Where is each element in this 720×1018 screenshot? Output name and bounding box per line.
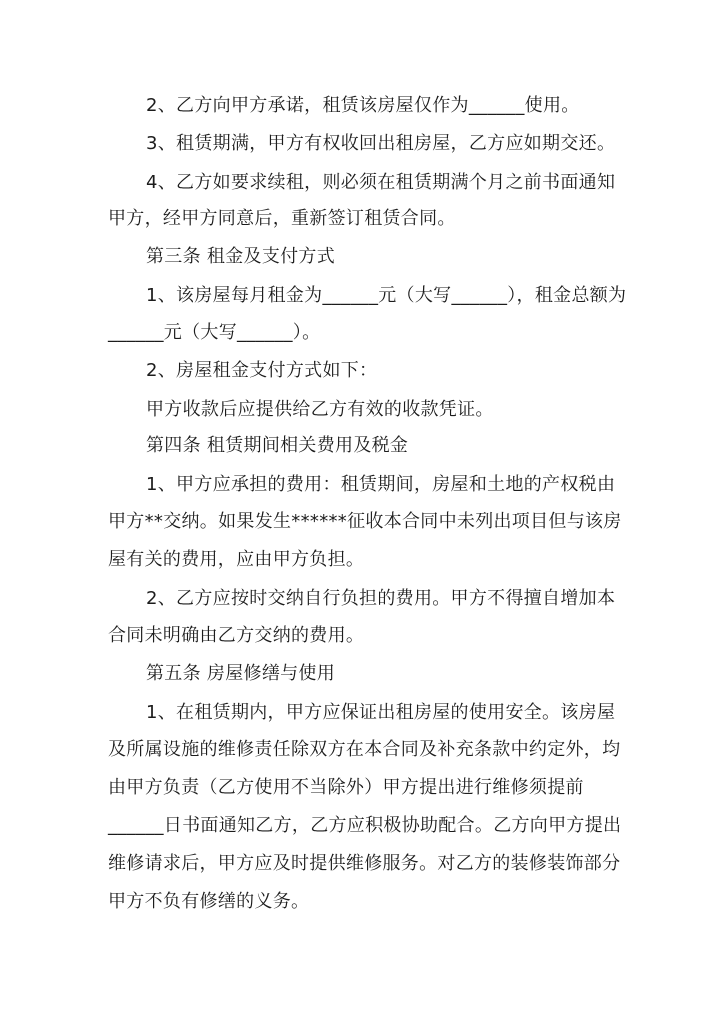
text-line: 由甲方负责（乙方使用不当除外）甲方提出进行维修须提前	[108, 777, 584, 798]
section-heading: 第三条 租金及支付方式	[146, 246, 336, 267]
text-line: 1、该房屋每月租金为______元（大写______），租金总额为	[146, 285, 627, 306]
text-line: 4、乙方如要求续租，则必须在租赁期满个月之前书面通知	[146, 172, 616, 193]
section-heading: 第四条 租赁期间相关费用及税金	[146, 435, 409, 456]
text-line: 甲方收款后应提供给乙方有效的收款凭证。	[146, 399, 494, 420]
text-line: 2、乙方应按时交纳自行负担的费用。甲方不得擅自增加本	[146, 588, 616, 609]
text-line: ______元（大写______）。	[108, 322, 321, 343]
text-line: 屋有关的费用，应由甲方负担。	[108, 549, 365, 570]
text-line: 及所属设施的维修责任除双方在本合同及补充条款中约定外，均	[108, 739, 621, 760]
text-line: 合同未明确由乙方交纳的费用。	[108, 625, 365, 646]
text-line: 甲方**交纳。如果发生******征收本合同中未列出项目但与该房	[108, 511, 622, 532]
text-line: 1、在租赁期内，甲方应保证出租房屋的使用安全。该房屋	[146, 702, 616, 723]
text-line: 3、租赁期满，甲方有权收回出租房屋，乙方应如期交还。	[146, 133, 616, 154]
text-line: 2、乙方向甲方承诺，租赁该房屋仅作为______使用。	[146, 95, 580, 116]
text-line: ______日书面通知乙方，乙方应积极协助配合。乙方向甲方提出	[108, 815, 622, 836]
text-line: 维修请求后，甲方应及时提供维修服务。对乙方的装修装饰部分	[108, 853, 621, 874]
section-heading: 第五条 房屋修缮与使用	[146, 663, 336, 684]
text-line: 甲方不负有修缮的义务。	[108, 891, 310, 912]
text-line: 2、房屋租金支付方式如下：	[146, 360, 378, 381]
text-line: 1、甲方应承担的费用：租赁期间，房屋和土地的产权税由	[146, 474, 616, 495]
text-line: 甲方，经甲方同意后，重新签订租赁合同。	[108, 208, 456, 229]
